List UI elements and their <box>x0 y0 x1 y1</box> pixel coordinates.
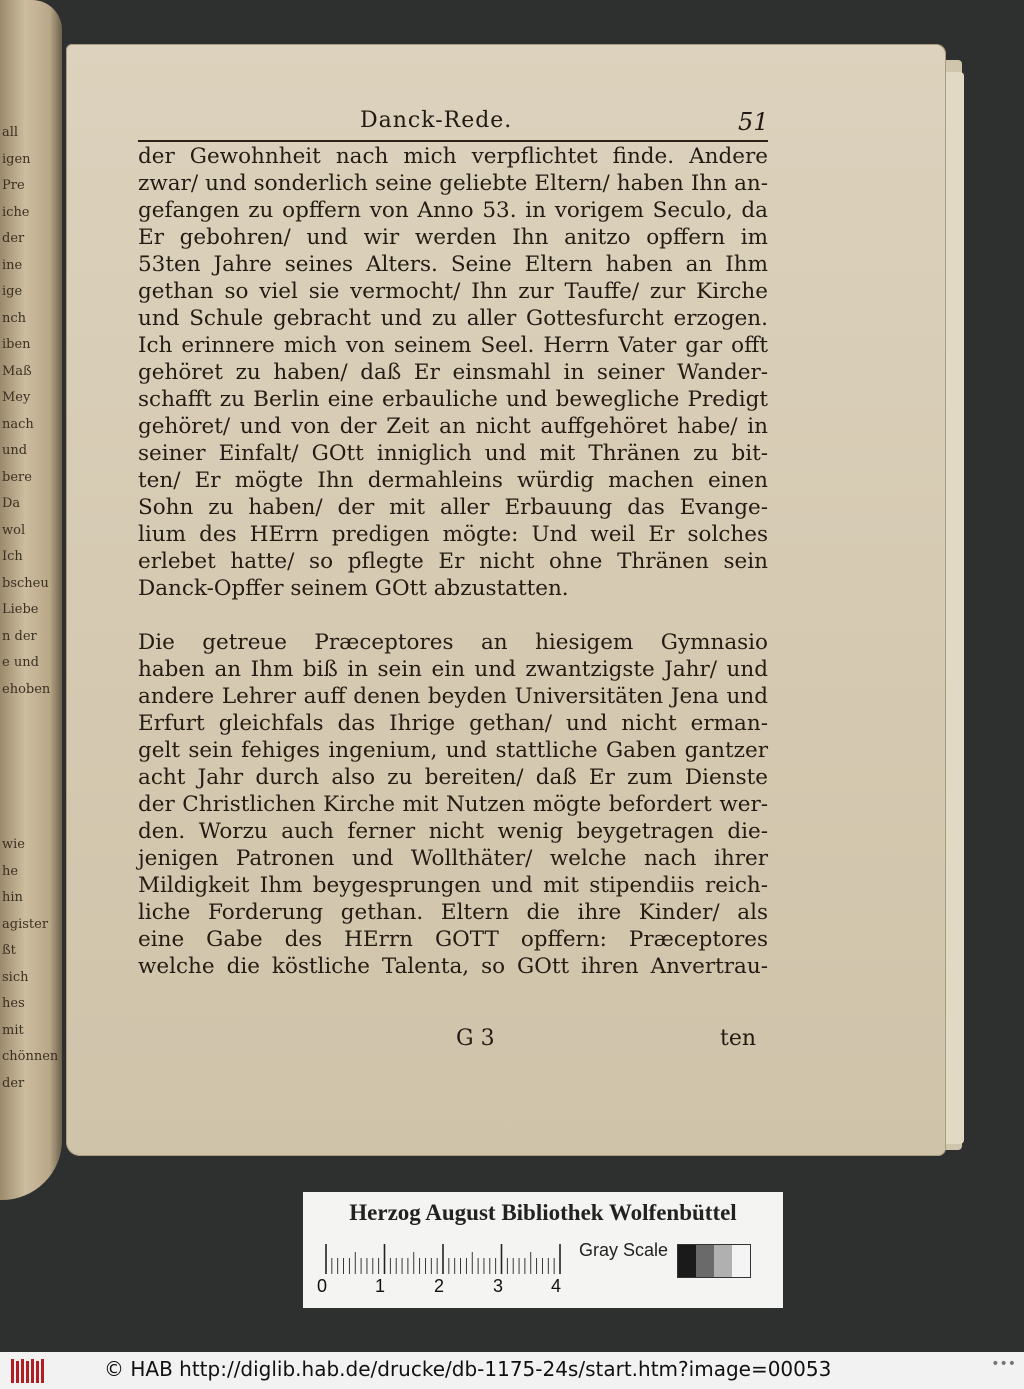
text-line: erlebet hatte/ so pflegte Er nicht ohne Thränen sein <box>138 549 768 574</box>
page-number: 51 <box>738 108 769 136</box>
more-options-icon[interactable]: ••• <box>991 1356 1016 1372</box>
facing-page-fragment: wie <box>2 837 25 852</box>
facing-page-fragment: Mey <box>2 390 31 405</box>
copyright-link[interactable]: © HAB http://diglib.hab.de/drucke/db-1175-24s/start.htm?image=00053 <box>104 1357 832 1381</box>
text-line: Er gebohren/ und wir werden Ihn anitzo opffern im <box>138 225 768 250</box>
text-line: Danck-Opffer seinem GOtt abzustatten. <box>138 576 569 601</box>
page-stack-edge <box>944 72 964 1144</box>
facing-page-fragment: e und <box>2 655 39 670</box>
library-banner <box>303 1192 783 1308</box>
facing-page-fragment: Pre <box>2 178 25 193</box>
facing-page-fragment: igen <box>2 151 31 167</box>
running-head-title: Danck-Rede. <box>360 108 513 133</box>
text-line: eine Gabe des HErrn GOTT opffern: Præceptores <box>138 927 768 952</box>
facing-page-fragment: ine <box>2 257 23 273</box>
facing-page-fragments-upper <box>2 120 51 703</box>
facing-page-fragments-lower <box>2 832 59 1097</box>
facing-page-fragment: ige <box>2 284 23 299</box>
text-line: gelt sein fehiges ingenium, und stattliche Gaben gantzer <box>138 738 768 763</box>
text-line: zwar/ und sonderlich seine geliebte Eltern/ haben Ihn an- <box>138 171 768 196</box>
text-line: und Schule gebracht und zu aller Gottesfurcht erzogen. <box>138 306 768 331</box>
facing-page-fragment: n der <box>2 628 37 644</box>
text-line: lium des HErrn predigen mögte: Und weil Er solches <box>138 522 768 547</box>
facing-page-fragment: he hin <box>2 863 23 905</box>
grayscale-swatch <box>678 1245 696 1277</box>
facing-page-fragment: iche <box>2 204 30 220</box>
text-line: 53ten Jahre seines Alters. Seine Eltern haben an Ihm <box>138 252 768 277</box>
grayscale-swatch <box>714 1245 732 1277</box>
text-line: gehöret/ und von der Zeit an nicht auffgehöret habe/ in <box>138 414 768 439</box>
text-line: seiner Einfalt/ GOtt inniglich und mit Thränen zu bit- <box>138 441 768 466</box>
grayscale-label: Gray Scale <box>579 1240 669 1260</box>
facing-page-fragment: agister <box>2 916 49 932</box>
facing-page-fragment: ehoben <box>2 681 51 697</box>
facing-page-fragment: Da <box>2 496 21 511</box>
catchword: ten <box>720 1026 757 1051</box>
text-line: Die getreue Præceptores an hiesigem Gymnasio <box>138 630 768 655</box>
footer-bar <box>0 1352 1024 1389</box>
facing-page-fragment: nch <box>2 310 27 326</box>
logo-bar <box>41 1359 44 1383</box>
signature-line <box>138 1026 768 1056</box>
facing-page-fragment: der <box>2 231 25 246</box>
facing-page-fragment: Liebe <box>2 602 39 617</box>
logo-bar <box>11 1359 14 1383</box>
logo-bar <box>31 1359 34 1383</box>
text-line: schafft zu Berlin eine erbauliche und bewegliche Predigt <box>138 387 768 412</box>
facing-page-fragment: bscheu <box>2 575 49 591</box>
ruler-number: 3 <box>493 1276 504 1296</box>
grayscale-swatch <box>696 1245 714 1277</box>
body-text <box>138 143 768 980</box>
text-line: der Christlichen Kirche mit Nutzen mögte befordert wer- <box>138 792 768 817</box>
text-line: ten/ Er mögte Ihn dermahleins würdig machen einen <box>138 468 768 493</box>
facing-page-fragment: all <box>2 125 19 140</box>
grayscale-swatches <box>677 1244 751 1278</box>
hab-logo-icon <box>8 1357 48 1385</box>
text-line: jenigen Patronen und Wollthäter/ welche nach ihrer <box>138 846 768 871</box>
text-line: Ich erinnere mich von seinem Seel. Herrn Vater gar offt <box>138 333 768 358</box>
ruler-number: 4 <box>551 1276 562 1296</box>
logo-bar <box>21 1359 24 1383</box>
text-line: Mildigkeit Ihm beygesprungen und mit stipendiis reich- <box>138 873 768 898</box>
text-line: gethan so viel sie vermocht/ Ihn zur Tauffe/ zur Kirche <box>138 279 768 304</box>
ruler-number: 1 <box>375 1276 386 1296</box>
grayscale-swatch <box>732 1245 750 1277</box>
facing-page-fragment: hes mit <box>2 996 25 1038</box>
facing-page-fragment: iben <box>2 337 31 352</box>
ruler-number: 2 <box>434 1276 445 1296</box>
banner-title: Herzog August Bibliothek Wolfenbüttel <box>349 1200 737 1225</box>
text-line: liche Forderung gethan. Eltern die ihre Kinder/ als <box>138 900 768 925</box>
logo-bar <box>26 1361 29 1383</box>
facing-page-fragment: wol <box>2 522 26 538</box>
text-line: acht Jahr durch also zu bereiten/ daß Er zum Dienste <box>138 765 768 790</box>
facing-page-fragment: und <box>2 443 28 458</box>
head-rule <box>138 140 768 142</box>
text-line: welche die köstliche Talenta, so GOtt ihren Anvertrau- <box>138 954 768 979</box>
facing-page-fragment: ßt sich <box>2 943 29 985</box>
logo-bar <box>36 1361 39 1383</box>
facing-page-fragment: bere <box>2 469 32 485</box>
signature-mark: G 3 <box>456 1026 495 1051</box>
facing-page-edge <box>0 0 62 1200</box>
text-line: den. Worzu auch ferner nicht wenig beygetragen die- <box>138 819 768 844</box>
text-line: gehöret zu haben/ daß Er einsmahl in seiner Wander- <box>138 360 768 385</box>
text-line: gefangen zu opffern von Anno 53. in vorigem Seculo, da <box>138 198 768 223</box>
text-line: der Gewohnheit nach mich verpflichtet finde. Andere <box>138 144 768 169</box>
ruler-number: 0 <box>317 1276 328 1296</box>
facing-page-fragment: Maß <box>2 363 32 379</box>
text-line: Sohn zu haben/ der mit aller Erbauung das Evange- <box>138 495 768 520</box>
text-line: Erfurt gleichfals das Ihrige gethan/ und nicht erman- <box>138 711 768 736</box>
ruler-numbers <box>317 1276 577 1298</box>
paragraph-gap <box>138 602 768 629</box>
logo-bar <box>16 1361 19 1383</box>
ruler-scale <box>325 1244 561 1274</box>
facing-page-fragment: chönnen <box>2 1049 59 1064</box>
facing-page-fragment: Ich <box>2 549 23 564</box>
facing-page-fragment: nach <box>2 416 34 432</box>
running-head <box>138 108 768 138</box>
facing-page-fragment: der <box>2 1075 25 1091</box>
text-line: andere Lehrer auff denen beyden Universitäten Jena und <box>138 684 768 709</box>
text-line: haben an Ihm biß in sein ein und zwantzigste Jahr/ und <box>138 657 768 682</box>
